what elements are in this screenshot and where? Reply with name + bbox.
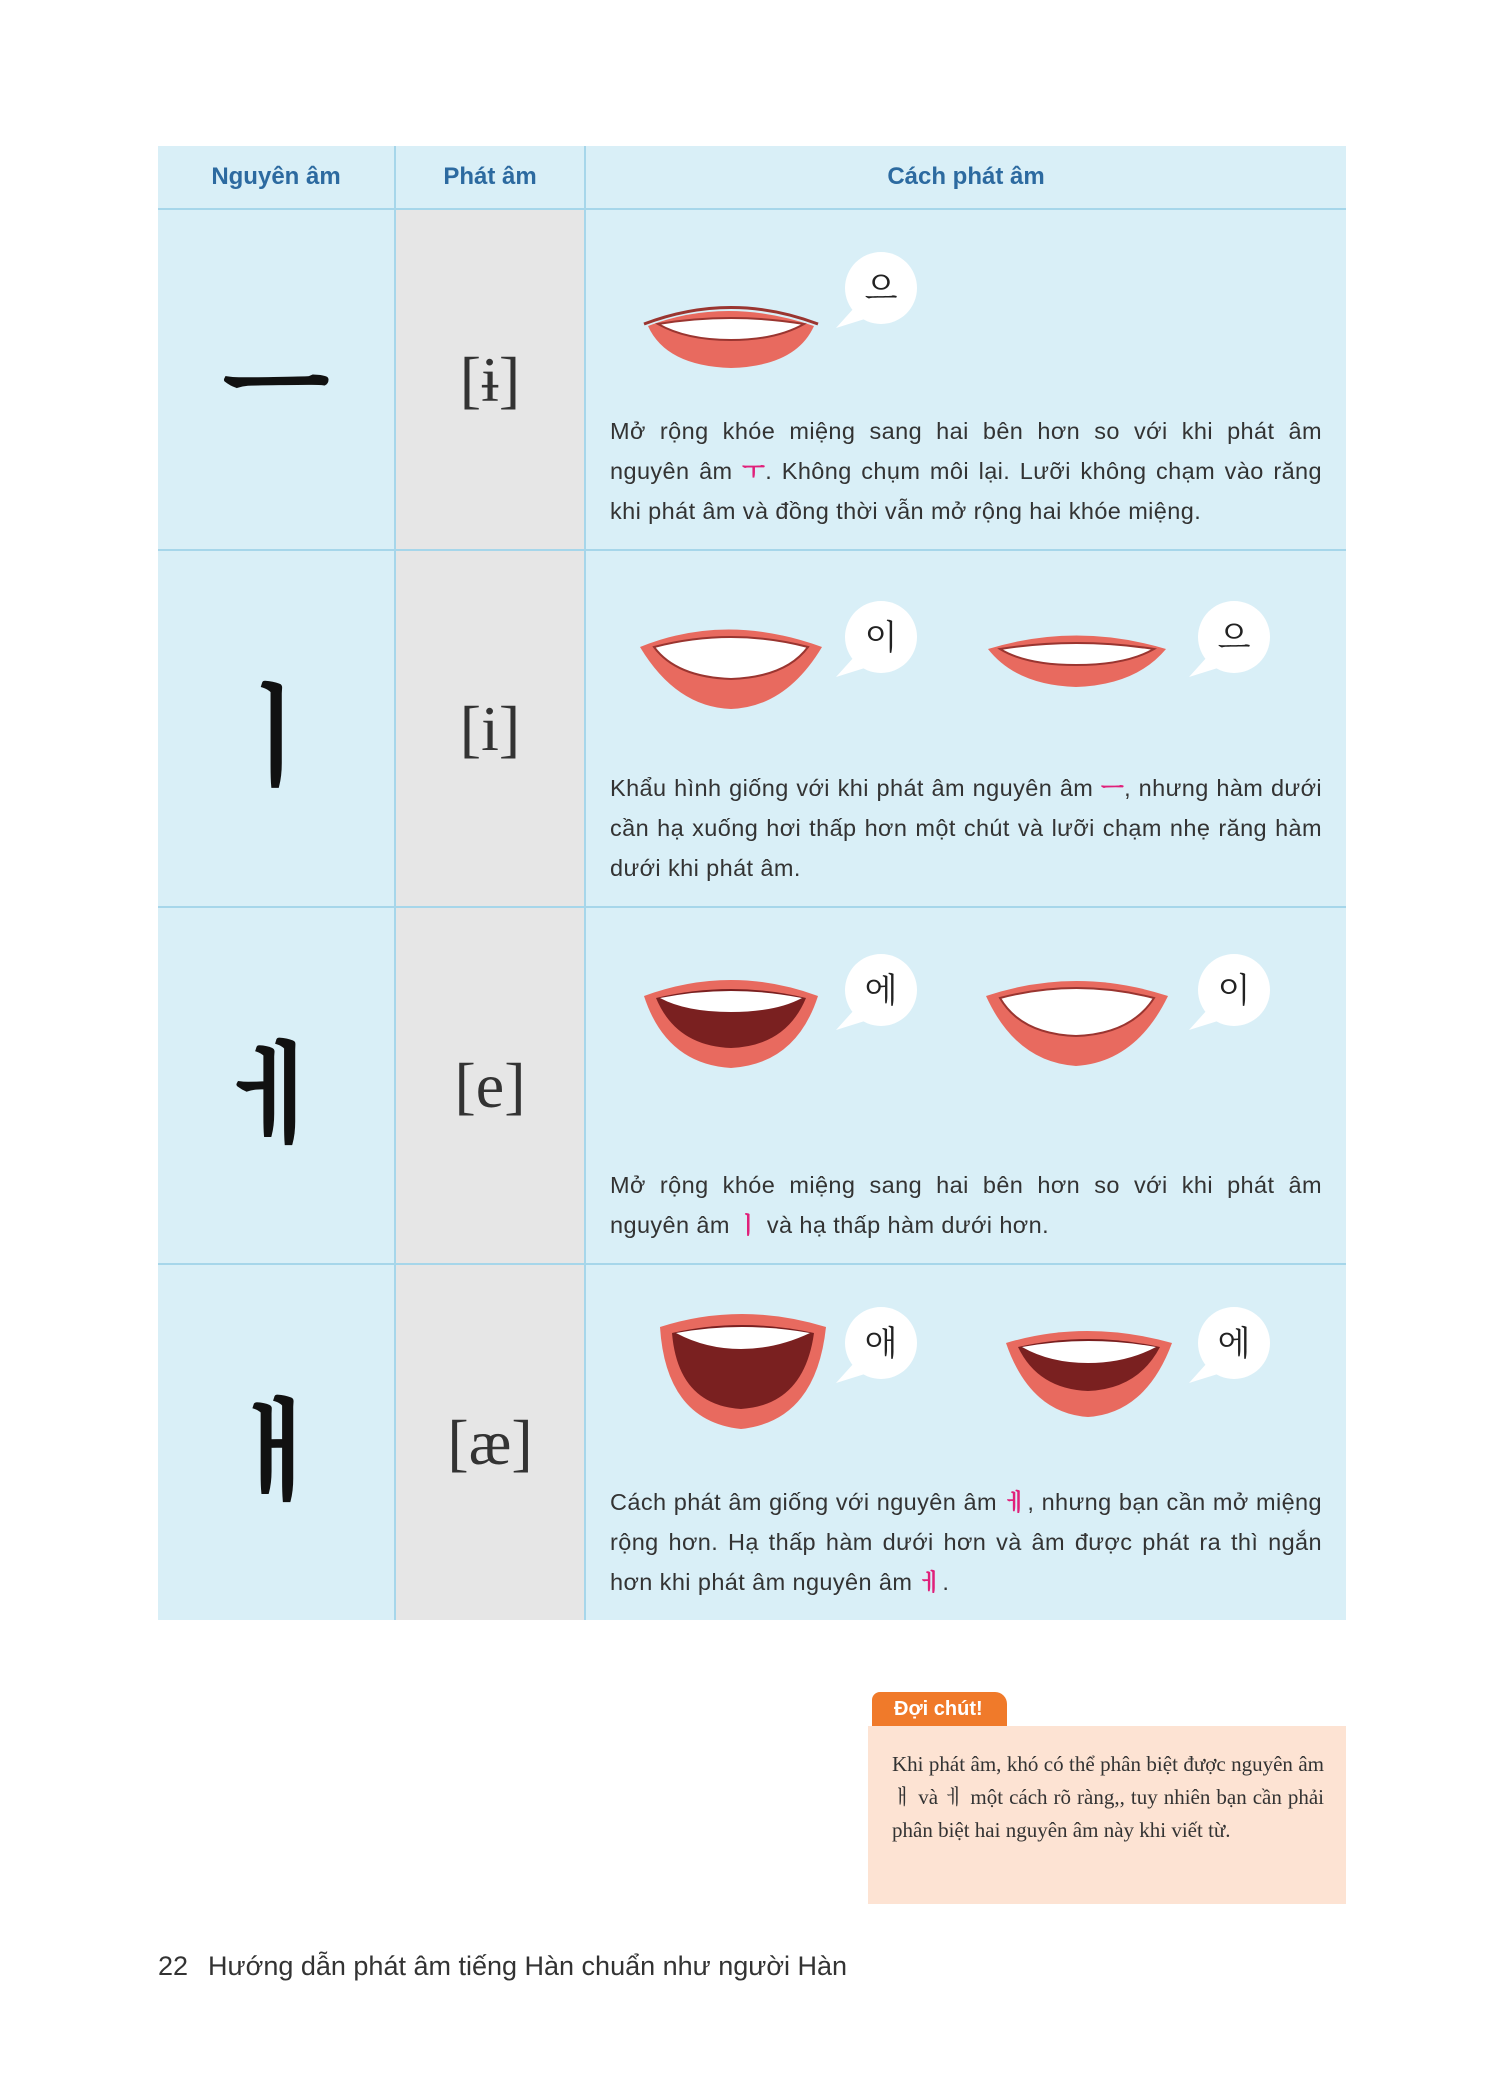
vowel-glyph: ㅐ <box>158 1265 396 1620</box>
description: Cách phát âm giống với nguyên âm ㅔ, nhưng bạn cần mở miệng rộng hơn. Hạ thấp hàm dưới hơn và âm được phát ra thì ngắn hơn khi phát âm nguyên âm ㅔ. <box>610 1488 1322 1596</box>
mouth-wide-open-icon <box>660 1314 826 1429</box>
highlight-vowel: ㅔ <box>919 1568 943 1596</box>
note-vowel: ㅐ <box>892 1785 913 1809</box>
bubble-text: 으 <box>1217 618 1251 658</box>
book-title: Hướng dẫn phát âm tiếng Hàn chuẩn như người Hàn <box>208 1951 848 1981</box>
highlight-vowel: ㅡ <box>1100 774 1125 802</box>
table-row <box>158 908 1346 1265</box>
mouth-spread-icon <box>988 636 1166 688</box>
bubble-text: 이 <box>864 618 898 658</box>
speech-bubble <box>836 601 917 677</box>
ipa-symbol: [æ] <box>396 1265 586 1620</box>
vowel-glyph: ㅡ <box>158 210 396 549</box>
description: Mở rộng khóe miệng sang hai bên hơn so với khi phát âm nguyên âm ㅣ và hạ thấp hàm dưới hơn. <box>610 1172 1322 1239</box>
speech-bubble <box>1189 954 1270 1030</box>
speech-bubble <box>1189 601 1270 677</box>
speech-bubble <box>836 1307 917 1383</box>
vowel-glyph: ㅣ <box>158 551 396 906</box>
bubble-text: 애 <box>864 1324 898 1364</box>
mouth-illustration <box>636 934 1336 1084</box>
note-vowel: ㅔ <box>944 1785 965 1809</box>
bubble-text: 으 <box>864 269 898 309</box>
mouth-illustration <box>636 1291 1336 1441</box>
highlight-vowel: ㅔ <box>1004 1488 1028 1516</box>
mouth-illustration <box>636 236 1336 386</box>
highlight-vowel: ㅜ <box>742 457 766 485</box>
page-footer <box>158 1951 847 1982</box>
header-how-to-pronounce: Cách phát âm <box>887 163 1045 190</box>
ipa-symbol: [ɨ] <box>396 210 586 549</box>
page-number: 22 <box>158 1951 189 1981</box>
vowel-glyph: ㅔ <box>158 908 396 1263</box>
mouth-smile-icon <box>986 981 1168 1066</box>
header-vowel: Nguyên âm <box>158 146 396 208</box>
mouth-smile-icon <box>640 630 822 710</box>
speech-bubble <box>836 252 917 328</box>
vowel-table <box>158 146 1346 1620</box>
mouth-spread-icon <box>644 308 818 369</box>
table-row <box>158 1265 1346 1620</box>
speech-bubble <box>836 954 917 1030</box>
mouth-illustration <box>636 577 1336 727</box>
mouth-open-icon <box>1006 1331 1172 1417</box>
note-box: Khi phát âm, khó có thể phân biệt được nguyên âm ㅐ và ㅔ một cách rõ ràng,, tuy nhiên bạn cần phải phân biệt hai nguyên âm này khi viết từ. <box>868 1726 1346 1904</box>
description: Mở rộng khóe miệng sang hai bên hơn so với khi phát âm nguyên âm ㅜ. Không chụm môi lại. Lưỡi không chạm vào răng khi phát âm và đồng thời vẫn mở rộng hai khóe miệng. <box>610 418 1322 524</box>
description: Khẩu hình giống với khi phát âm nguyên âm ㅡ, nhưng hàm dưới cần hạ xuống hơi thấp hơn một chút và lưỡi chạm nhẹ răng hàm dưới khi phát âm. <box>610 774 1322 881</box>
note-tab: Đợi chút! <box>872 1692 1007 1726</box>
header-pronunciation: Phát âm <box>396 146 586 208</box>
bubble-text: 이 <box>1217 971 1251 1011</box>
bubble-text: 에 <box>1217 1324 1251 1364</box>
table-row <box>158 210 1346 551</box>
speech-bubble <box>1189 1307 1270 1383</box>
mouth-open-icon <box>644 980 818 1068</box>
highlight-vowel: ㅣ <box>736 1211 760 1239</box>
table-row <box>158 551 1346 908</box>
bubble-text: 에 <box>864 971 898 1011</box>
ipa-symbol: [e] <box>396 908 586 1263</box>
table-header-row <box>158 146 1346 210</box>
ipa-symbol: [i] <box>396 551 586 906</box>
